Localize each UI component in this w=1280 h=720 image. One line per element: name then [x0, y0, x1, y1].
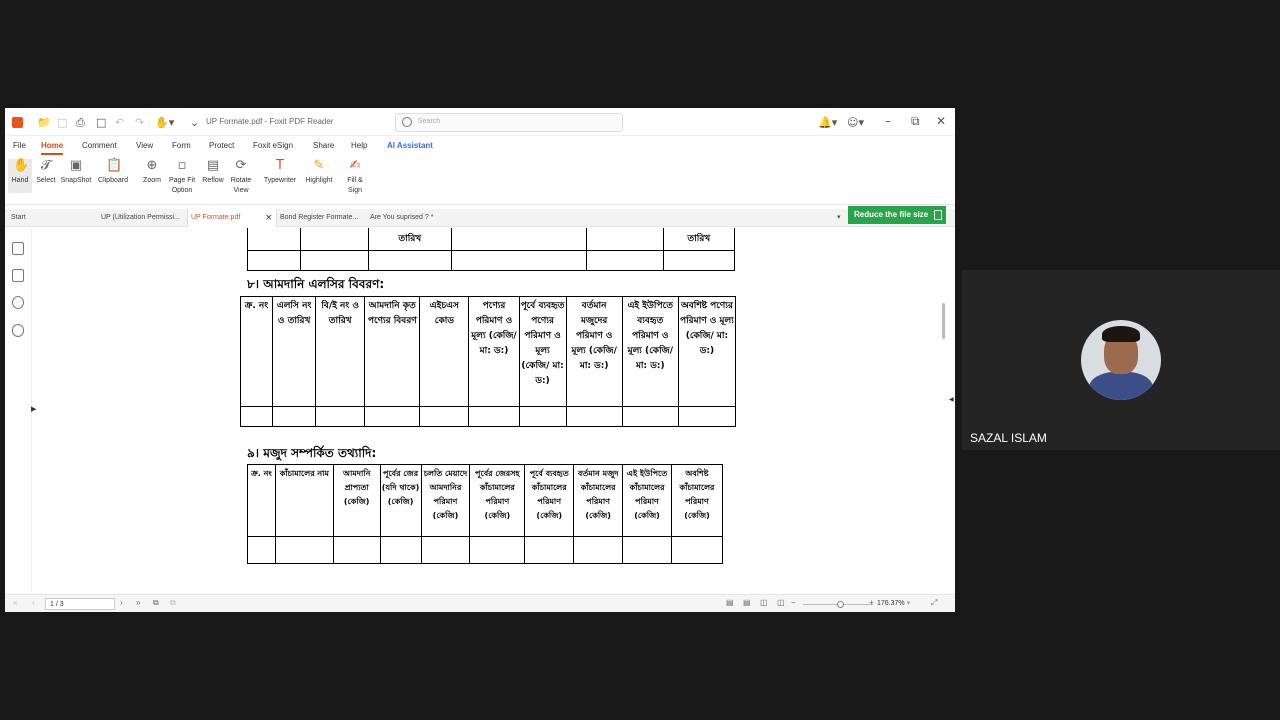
- table-header-cell: পূর্বে ব্যবহৃত কাঁচামালের পরিমাণ (কেজি): [525, 465, 574, 537]
- menu-home[interactable]: Home: [41, 141, 64, 150]
- tab-list-dropdown-icon[interactable]: ▾: [837, 214, 841, 221]
- table-header-cell: আমদানি কৃত পণ্যের বিবরণ: [365, 297, 420, 407]
- expand-pane-arrow-icon[interactable]: ▶: [31, 405, 37, 413]
- hand-icon: ✋: [13, 158, 30, 173]
- search-input[interactable]: [395, 113, 623, 132]
- tab-up-utilization[interactable]: UP (Utilization Permissi...: [101, 214, 180, 221]
- clipboard-button[interactable]: 📋 Clipboard: [98, 158, 128, 184]
- document-tab-bar: [5, 209, 955, 227]
- bookmark-icon[interactable]: [12, 242, 24, 255]
- menu-help[interactable]: Help: [351, 141, 368, 150]
- zoom-in-icon[interactable]: +: [869, 598, 874, 607]
- reduce-file-size-button[interactable]: Reduce the file size: [848, 206, 946, 224]
- single-page-icon[interactable]: ▤: [726, 598, 734, 607]
- account-icon[interactable]: ☺▾: [847, 116, 864, 129]
- table-header-row: [248, 465, 723, 537]
- table-header-cell: [248, 228, 301, 251]
- tab-bond-register[interactable]: Bond Register Formate...: [280, 214, 359, 221]
- select-tool-button[interactable]: 𝓣 Select: [36, 158, 56, 184]
- tab-up-formate[interactable]: UP Formate.pdf: [187, 209, 277, 227]
- fullscreen-icon[interactable]: ⤢: [931, 598, 938, 607]
- zoom-slider[interactable]: [803, 604, 873, 605]
- table-header-cell: তারিখ: [663, 228, 734, 251]
- zoom-icon: ⊕: [146, 158, 158, 173]
- table-header-cell: অবশিষ্ট পণ্যের পরিমাণ ও মূল্য (কেজি/ মা: ড:): [678, 297, 735, 407]
- scrollbar-thumb[interactable]: [942, 303, 945, 339]
- hand-tool-button[interactable]: ✋ Hand: [8, 159, 32, 193]
- battery-icon: [934, 210, 942, 220]
- table-header-cell: [300, 228, 368, 251]
- table-header-cell: আমদানি প্রাপ্যতা (কেজি): [333, 465, 380, 537]
- snapshot-button[interactable]: ▣ SnapShot: [60, 158, 92, 184]
- menu-comment[interactable]: Comment: [82, 141, 117, 150]
- zoom-button[interactable]: ⊕ Zoom: [143, 158, 161, 184]
- table-header-cell: বর্তমান মজুদ কাঁচামালের পরিমাণ (কেজি): [574, 465, 623, 537]
- table-header-cell: এলসি নং ও তারিখ: [273, 297, 316, 407]
- continuous-page-icon[interactable]: ▤: [743, 598, 751, 607]
- restore-icon[interactable]: ⧉: [911, 114, 920, 128]
- previous-table: [247, 228, 735, 271]
- table-header-cell: চলতি মেয়াদে আমদানির পরিমাণ (কেজি): [421, 465, 470, 537]
- vertical-scrollbar[interactable]: [938, 228, 952, 592]
- highlight-icon: ✎: [313, 158, 325, 173]
- clipboard-icon: 📋: [106, 158, 123, 173]
- table-header-cell: এই ইউপিতে কাঁচামালের পরিমাণ (কেজি): [623, 465, 672, 537]
- table-header-cell: পণ্যের পরিমাণ ও মূল্য (কেজি/ মা: ড:): [469, 297, 519, 407]
- menu-view[interactable]: View: [136, 141, 154, 150]
- search-placeholder: Search: [418, 118, 441, 125]
- ribbon-toolbar: [5, 155, 955, 205]
- print-icon[interactable]: ⎙: [76, 116, 85, 129]
- reflow-button[interactable]: ▤ Reflow: [202, 158, 224, 184]
- section-9-heading: ৯। মজুদ সম্পর্কিত তথ্যাদি:: [247, 446, 377, 460]
- webcam-panel: [962, 270, 1280, 450]
- undo-icon[interactable]: ↶: [115, 116, 125, 129]
- window-title: UP Formate.pdf - Foxit PDF Reader: [206, 117, 334, 126]
- prev-page-icon[interactable]: ‹: [32, 598, 35, 607]
- menu-share[interactable]: Share: [313, 141, 335, 150]
- fill-sign-icon: ✍: [349, 158, 361, 173]
- rotate-view-button[interactable]: ⟳ Rotate View: [230, 158, 252, 194]
- typewriter-button[interactable]: T Typewriter: [263, 158, 297, 184]
- first-page-icon[interactable]: «: [13, 598, 18, 607]
- table-row: [241, 407, 736, 427]
- table-header-cell: পূর্বের জের (যদি থাকে) (কেজি): [380, 465, 421, 537]
- typewriter-icon: T: [276, 158, 284, 173]
- minimize-icon[interactable]: –: [885, 114, 891, 128]
- menu-foxit-esign[interactable]: Foxit eSign: [253, 141, 294, 150]
- save-icon[interactable]: □: [57, 116, 68, 129]
- stock-info-table: [247, 464, 723, 564]
- table-header-cell: পূর্বের জেরসহ কাঁচামালের পরিমাণ (কেজি): [470, 465, 525, 537]
- navigation-pane: [5, 228, 32, 592]
- table-header-cell: এই ইউপিতে ব্যবহৃত পরিমাণ ও মূল্য (কেজি/ মা: ড:): [622, 297, 678, 407]
- table-header-cell: কাঁচামালের নাম: [275, 465, 333, 537]
- tab-close-icon[interactable]: ×: [265, 213, 273, 223]
- table-header-cell: পূর্বে ব্যবহৃত পণ্যের পরিমাণ ও মূল্য (কেজি/ মা: ড:): [519, 297, 566, 407]
- customize-dropdown-icon[interactable]: ⌄: [190, 116, 200, 129]
- menu-bar: [5, 138, 955, 154]
- highlight-button[interactable]: ✎ Highlight: [305, 158, 333, 184]
- table-header-cell: তারিখ: [368, 228, 452, 251]
- facing-page-icon[interactable]: ◫: [760, 598, 768, 607]
- table-row: [248, 251, 735, 271]
- zoom-slider-knob[interactable]: [837, 601, 844, 608]
- zoom-level-dropdown[interactable]: 176.37% ▾: [877, 600, 911, 607]
- page-number-input[interactable]: 1 / 3: [45, 598, 115, 610]
- fill-sign-button[interactable]: ✍ Fill & Sign: [347, 158, 363, 194]
- search-icon: [402, 117, 412, 127]
- table-header-cell: অবশিষ্ট কাঁচামালের পরিমাণ (কেজি): [672, 465, 723, 537]
- next-page-icon[interactable]: ›: [120, 598, 123, 607]
- continuous-facing-icon[interactable]: ◫: [777, 598, 785, 607]
- title-bar: [5, 108, 955, 136]
- table-header-cell: বি/ই নং ও তারিখ: [316, 297, 365, 407]
- snapshot-icon: ▣: [69, 158, 83, 173]
- table-row: [248, 537, 723, 564]
- redo-icon[interactable]: ↷: [135, 116, 145, 129]
- menu-protect[interactable]: Protect: [209, 141, 235, 150]
- table-header-cell: ক্র. নং: [248, 465, 276, 537]
- avatar: [1081, 320, 1161, 400]
- pages-icon[interactable]: [12, 269, 24, 282]
- page-copy-icon[interactable]: ⧉: [170, 598, 176, 607]
- participant-name: SAZAL ISLAM: [970, 431, 1047, 445]
- right-pane-arrow-icon[interactable]: ◀: [949, 396, 954, 403]
- rotate-icon: ⟳: [235, 158, 247, 173]
- foxit-window: [5, 108, 955, 612]
- tab-start[interactable]: Start: [11, 214, 26, 221]
- attachment-icon[interactable]: [12, 324, 24, 337]
- reflow-icon: ▤: [206, 158, 220, 173]
- section-8-heading: ৮। আমদানি এলসির বিবরণ:: [247, 277, 385, 291]
- table-header-row: [241, 297, 736, 407]
- table-header-cell: [452, 228, 587, 251]
- new-doc-icon[interactable]: □: [96, 116, 107, 129]
- lc-details-table: [240, 296, 736, 427]
- foxit-logo-icon: [12, 117, 23, 128]
- hand-tool-quick-icon[interactable]: ✋▾: [155, 116, 175, 129]
- zoom-out-icon[interactable]: −: [791, 598, 796, 607]
- select-cursor-icon: 𝓣: [41, 158, 51, 173]
- pdf-page-view[interactable]: [42, 228, 938, 592]
- tab-are-you-suprised[interactable]: Are You suprised ? *: [370, 214, 434, 221]
- page-fit-option-button[interactable]: ▫ Page Fit Option: [168, 158, 196, 194]
- table-header-cell: [587, 228, 663, 251]
- close-icon[interactable]: ✕: [936, 114, 947, 128]
- page-view-icon[interactable]: ⧉: [153, 598, 159, 607]
- open-icon[interactable]: 📁: [37, 116, 51, 129]
- status-bar: [5, 594, 955, 612]
- chevron-down-icon: ▾: [906, 600, 911, 607]
- last-page-icon[interactable]: »: [136, 598, 141, 607]
- table-header-cell: এইচএস কোড: [420, 297, 469, 407]
- menu-form[interactable]: Form: [172, 141, 191, 150]
- table-header-cell: বর্তমান মজুদের পরিমাণ ও মূল্য (কেজি/ মা: ড:): [566, 297, 622, 407]
- table-header-cell: ক্র. নং: [241, 297, 273, 407]
- menu-ai-assistant[interactable]: AI Assistant: [387, 141, 433, 150]
- bell-icon[interactable]: 🔔▾: [818, 116, 838, 129]
- comments-icon[interactable]: [12, 296, 24, 309]
- menu-file[interactable]: File: [13, 141, 26, 150]
- table-row: [248, 228, 735, 251]
- page-fit-icon: ▫: [177, 158, 187, 173]
